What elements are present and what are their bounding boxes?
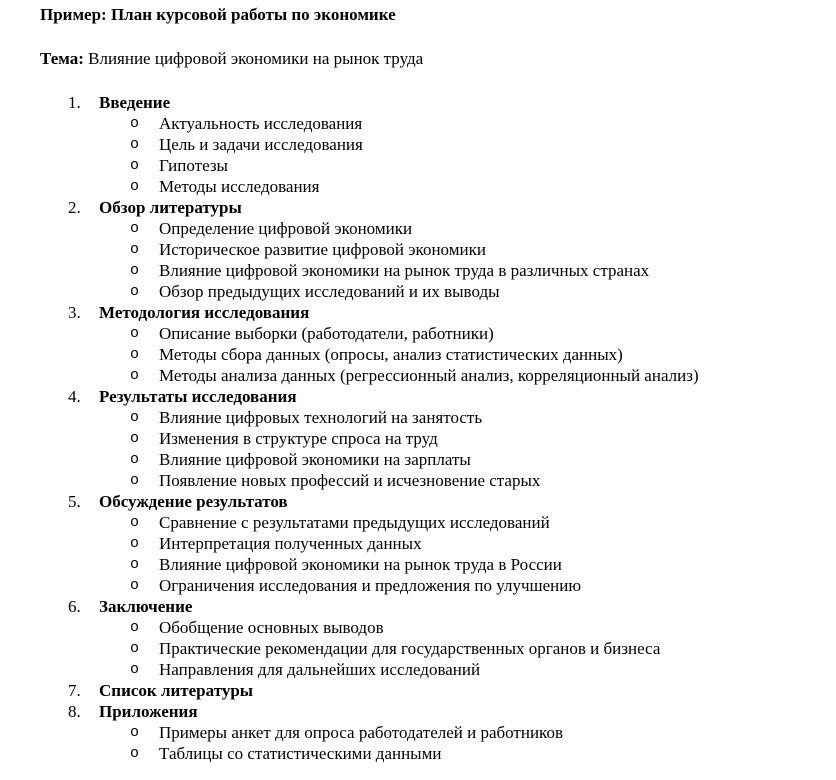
section-title: Обсуждение результатов — [99, 492, 288, 511]
subitem-text: Обзор предыдущих исследований и их выводы — [159, 282, 500, 301]
subitem-text: Практические рекомендации для государственных органов и бизнеса — [159, 639, 661, 658]
outline-subitem — [0, 260, 836, 281]
hollow-circle-bullet-icon: o — [130, 430, 140, 447]
outline-subitem — [0, 575, 836, 596]
hollow-circle-bullet-icon: o — [130, 661, 140, 678]
outline-subitem — [0, 470, 836, 491]
section-number: 4. — [68, 387, 81, 406]
outline-subitem — [0, 218, 836, 239]
outline-subitem — [0, 281, 836, 302]
section-heading — [0, 197, 836, 218]
topic-label: Тема: — [40, 49, 84, 68]
subitem-text: Обобщение основных выводов — [159, 618, 384, 637]
subitem-text: Ограничения исследования и предложения по улучшению — [159, 576, 582, 595]
topic-value: Влияние цифровой экономики на рынок труда — [88, 49, 424, 68]
section-title: Методология исследования — [99, 303, 310, 322]
section-title: Список литературы — [99, 681, 254, 700]
hollow-circle-bullet-icon: o — [130, 136, 140, 153]
hollow-circle-bullet-icon: o — [130, 367, 140, 384]
outline-subitem — [0, 365, 836, 386]
outline-subitem — [0, 659, 836, 680]
hollow-circle-bullet-icon: o — [130, 514, 140, 531]
subitem-text: Цель и задачи исследования — [159, 135, 363, 154]
section-heading — [0, 302, 836, 323]
hollow-circle-bullet-icon: o — [130, 409, 140, 426]
subitem-text: Историческое развитие цифровой экономики — [159, 240, 486, 259]
outline-subitem — [0, 155, 836, 176]
section-number: 1. — [68, 93, 81, 112]
section-number: 6. — [68, 597, 81, 616]
subitem-text: Влияние цифровой экономики на рынок труда в различных странах — [159, 261, 650, 280]
section-heading — [0, 92, 836, 113]
outline-subitem — [0, 407, 836, 428]
hollow-circle-bullet-icon: o — [130, 535, 140, 552]
hollow-circle-bullet-icon: o — [130, 640, 140, 657]
subitem-text: Гипотезы — [159, 156, 228, 175]
subitem-text: Направления для дальнейших исследований — [159, 660, 481, 679]
section-heading — [0, 491, 836, 512]
section-number: 8. — [68, 702, 81, 721]
hollow-circle-bullet-icon: o — [130, 619, 140, 636]
outline-subitem — [0, 323, 836, 344]
subitem-text: Примеры анкет для опроса работодателей и работников — [159, 723, 563, 742]
hollow-circle-bullet-icon: o — [130, 346, 140, 363]
section-title: Обзор литературы — [99, 198, 242, 217]
subitem-text: Интерпретация полученных данных — [159, 534, 422, 553]
section-heading — [0, 386, 836, 407]
hollow-circle-bullet-icon: o — [130, 325, 140, 342]
section-heading — [0, 701, 836, 722]
outline-subitem — [0, 176, 836, 197]
outline-subitem — [0, 113, 836, 134]
section-number: 2. — [68, 198, 81, 217]
section-number: 5. — [68, 492, 81, 511]
outline-subitem — [0, 134, 836, 155]
outline-subitem — [0, 239, 836, 260]
subitem-text: Методы исследования — [159, 177, 320, 196]
subitem-text: Влияние цифровой экономики на рынок труда в России — [159, 555, 562, 574]
subitem-text: Влияние цифровых технологий на занятость — [159, 408, 483, 427]
section-heading — [0, 680, 836, 701]
hollow-circle-bullet-icon: o — [130, 220, 140, 237]
hollow-circle-bullet-icon: o — [130, 283, 140, 300]
outline-subitem — [0, 428, 836, 449]
section-number: 3. — [68, 303, 81, 322]
hollow-circle-bullet-icon: o — [130, 451, 140, 468]
subitem-text: Методы сбора данных (опросы, анализ статистических данных) — [159, 345, 623, 364]
subitem-text: Определение цифровой экономики — [159, 219, 413, 238]
hollow-circle-bullet-icon: o — [130, 724, 140, 741]
hollow-circle-bullet-icon: o — [130, 577, 140, 594]
subitem-text: Таблицы со статистическими данными — [159, 744, 442, 763]
subitem-text: Появление новых профессий и исчезновение старых — [159, 471, 541, 490]
topic-line — [40, 48, 423, 69]
hollow-circle-bullet-icon: o — [130, 745, 140, 762]
section-number: 7. — [68, 681, 81, 700]
outline-subitem — [0, 638, 836, 659]
hollow-circle-bullet-icon: o — [130, 178, 140, 195]
subitem-text: Актуальность исследования — [159, 114, 363, 133]
hollow-circle-bullet-icon: o — [130, 157, 140, 174]
subitem-text: Сравнение с результатами предыдущих исследований — [159, 513, 550, 532]
outline-subitem — [0, 554, 836, 575]
hollow-circle-bullet-icon: o — [130, 556, 140, 573]
outline-subitem — [0, 512, 836, 533]
subitem-text: Описание выборки (работодатели, работники) — [159, 324, 494, 343]
hollow-circle-bullet-icon: o — [130, 472, 140, 489]
outline-subitem — [0, 743, 836, 764]
subitem-text: Методы анализа данных (регрессионный анализ, корреляционный анализ) — [159, 366, 699, 385]
subitem-text: Влияние цифровой экономики на зарплаты — [159, 450, 471, 469]
section-title: Результаты исследования — [99, 387, 297, 406]
outline-subitem — [0, 344, 836, 365]
outline-subitem — [0, 449, 836, 470]
document-title: Пример: План курсовой работы по экономике — [40, 5, 396, 24]
section-title: Введение — [99, 93, 171, 112]
hollow-circle-bullet-icon: o — [130, 115, 140, 132]
outline-subitem — [0, 533, 836, 554]
section-heading — [0, 596, 836, 617]
subitem-text: Изменения в структуре спроса на труд — [159, 429, 438, 448]
hollow-circle-bullet-icon: o — [130, 262, 140, 279]
section-title: Приложения — [99, 702, 198, 721]
section-title: Заключение — [99, 597, 193, 616]
outline-subitem — [0, 722, 836, 743]
hollow-circle-bullet-icon: o — [130, 241, 140, 258]
outline-subitem — [0, 617, 836, 638]
outline-list — [0, 92, 836, 764]
